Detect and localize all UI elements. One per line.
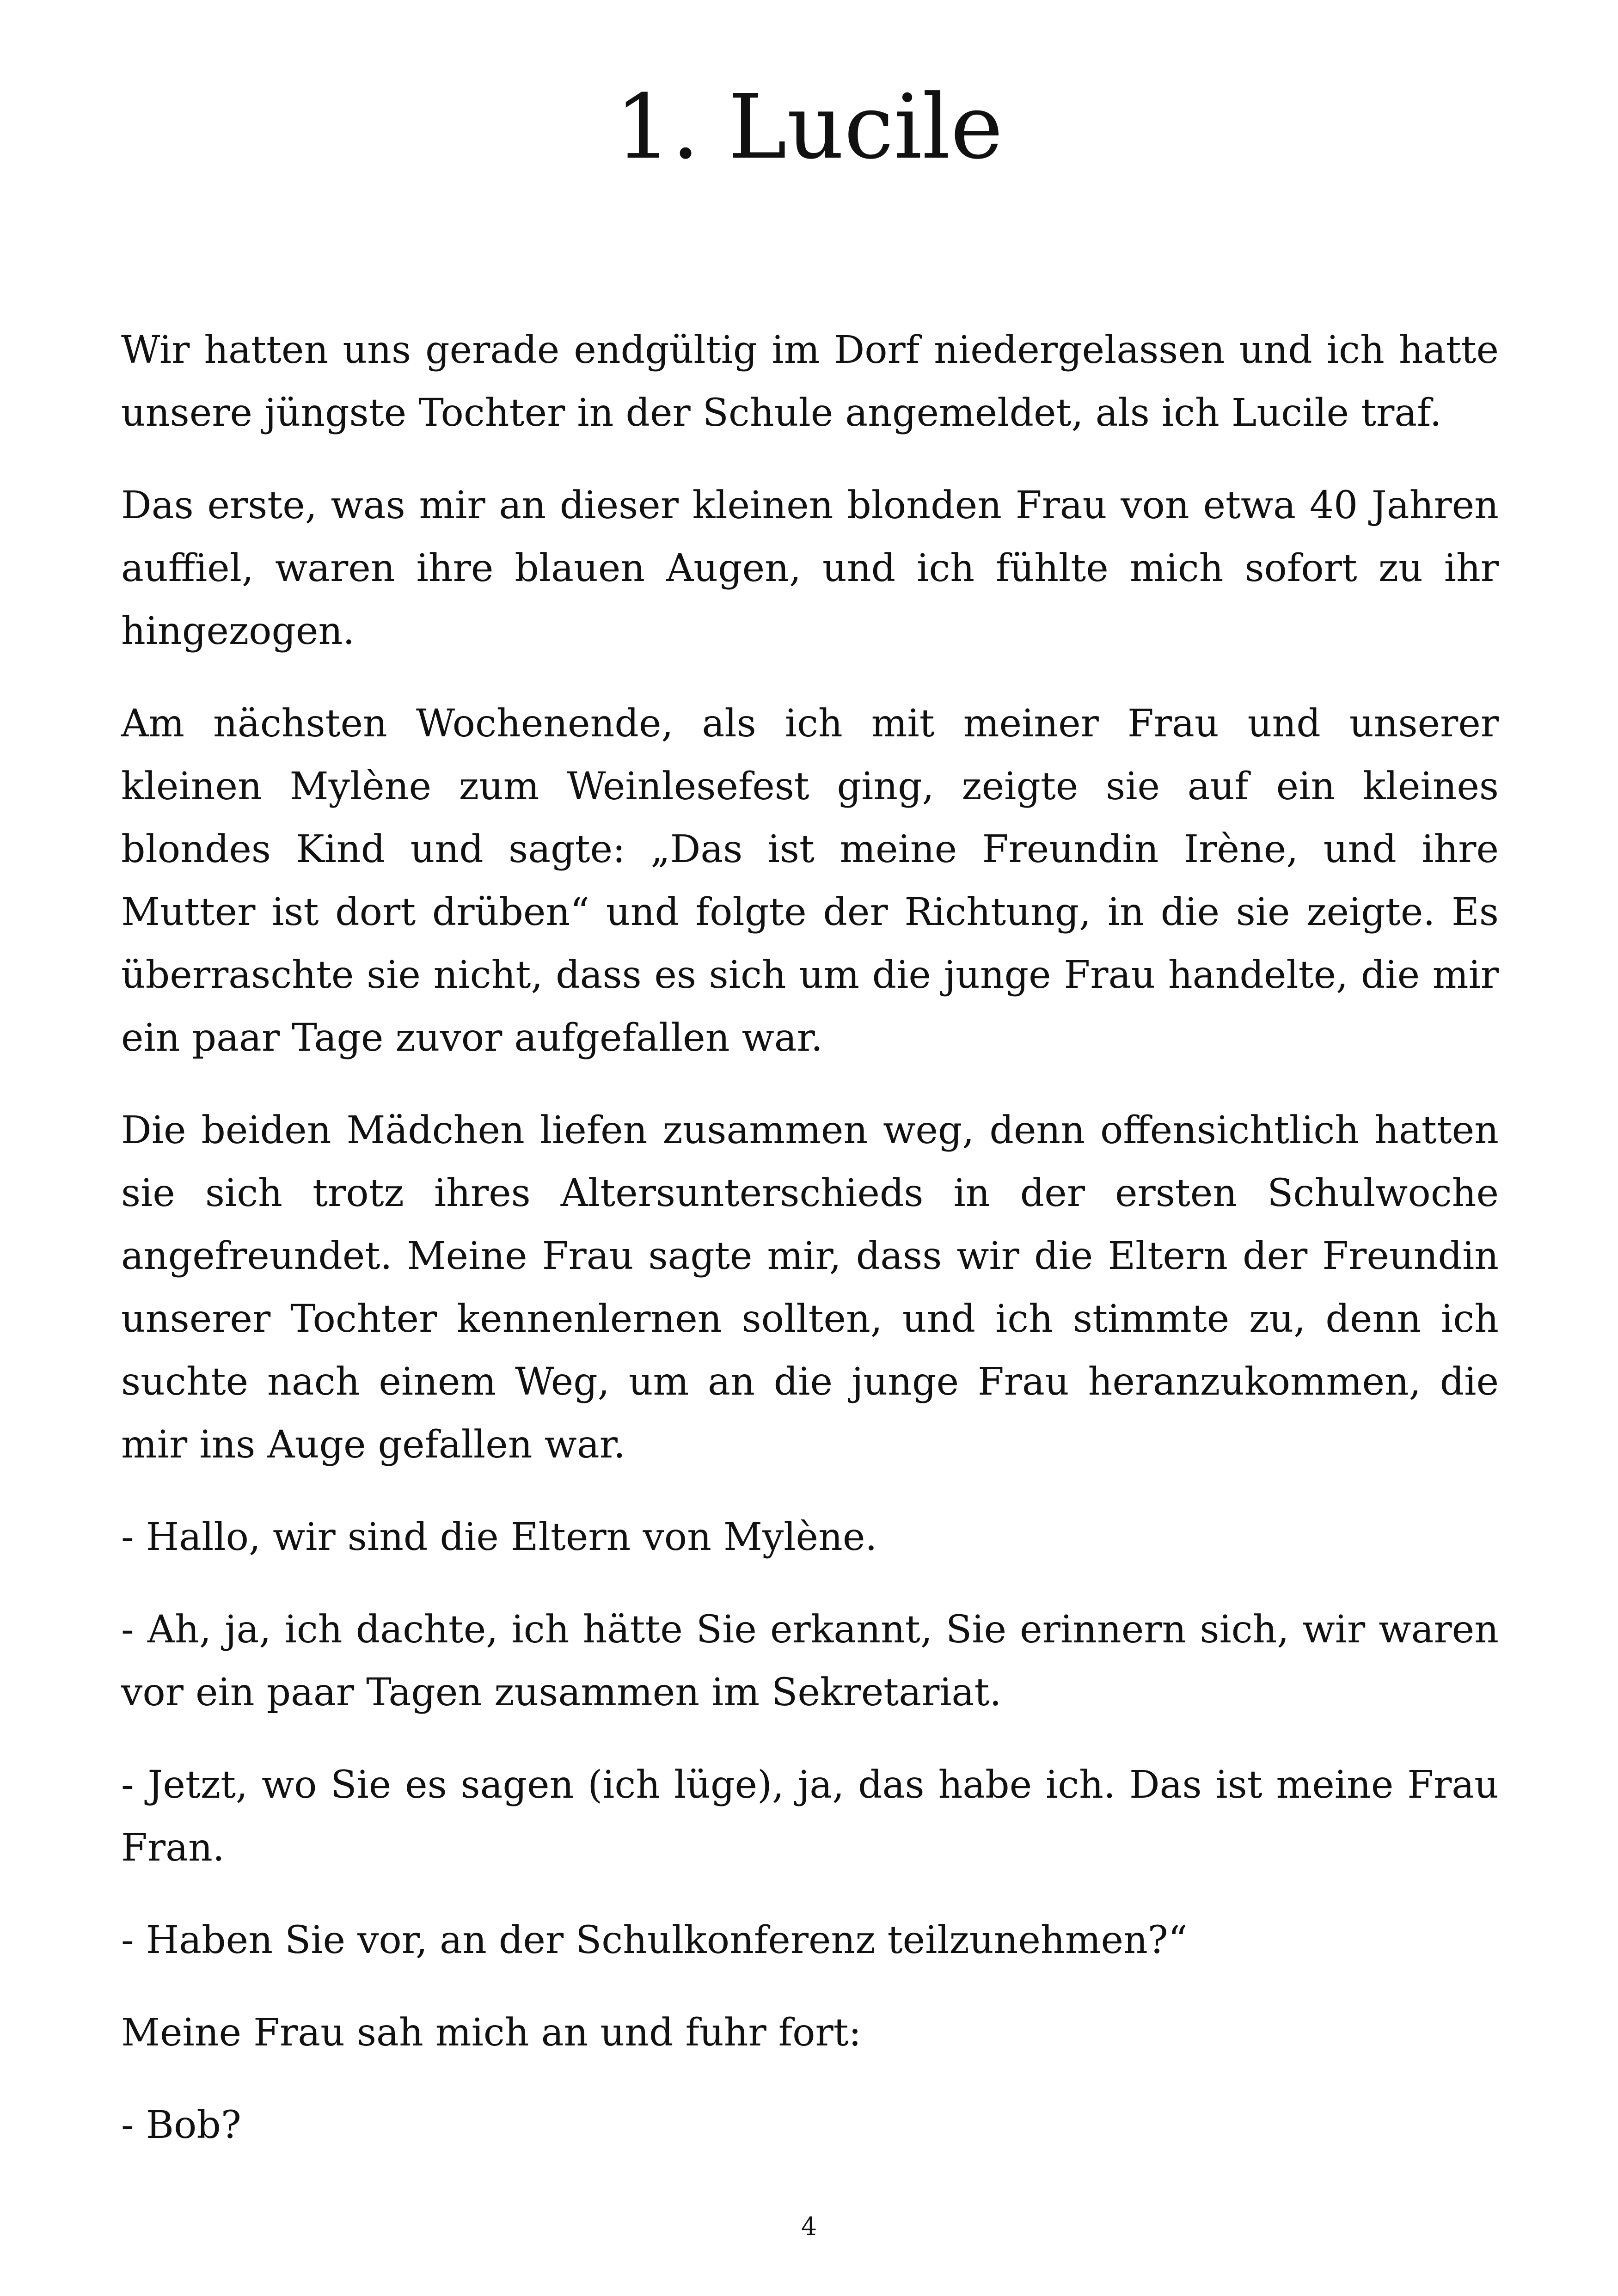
dialogue-line: - Haben Sie vor, an der Schulkonferenz teilzunehmen?“ [121, 1918, 1188, 1962]
paragraph: Meine Frau sah mich an und fuhr fort: [121, 2011, 862, 2055]
paragraph: Die beiden Mädchen liefen zusammen weg, denn offensichtlich hatten sie sich trotz ihres Altersunterschieds in der ersten Schulwoche angefreundet. Meine Frau sagte mir, dass wir die Eltern der Freundin unserer Tochter kennenlernen sollten, und ich stimmte zu, denn ich suchte nach einem Weg, um an die junge Frau heranzukommen, die mir ins Auge gefallen war. [121, 1108, 1499, 1467]
paragraph: Am nächsten Wochenende, als ich mit meiner Frau und unserer kleinen Mylène zum Weinlesefest ging, zeigte sie auf ein kleines blondes Kind und sagte: „Das ist meine Freundin Irène, und ihre Mutter ist dort drüben“ und folgte der Richtung, in die sie zeigte. Es überraschte sie nicht, dass es sich um die junge Frau handelte, die mir ein paar Tage zuvor aufgefallen war. [121, 702, 1499, 1060]
paragraph: Das erste, was mir an dieser kleinen blonden Frau von etwa 40 Jahren auffiel, waren ihre blauen Augen, und ich fühlte mich sofort zu ihr hingezogen. [121, 484, 1499, 653]
chapter-body [121, 319, 1499, 2186]
chapter-title: 1. Lucile [615, 76, 1003, 179]
page-number: 4 [801, 2212, 817, 2241]
dialogue-line: - Ah, ja, ich dachte, ich hätte Sie erkannt, Sie erinnern sich, wir waren vor ein paar Tagen zusammen im Sekretariat. [121, 1608, 1499, 1714]
dialogue-line: - Jetzt, wo Sie es sagen (ich lüge), ja, das habe ich. Das ist meine Frau Fran. [121, 1763, 1499, 1870]
paragraph: Wir hatten uns gerade endgültig im Dorf niedergelassen und ich hatte unsere jüngste Tochter in der Schule angemeldet, als ich Lucile traf. [121, 328, 1499, 435]
dialogue-line: - Bob? [121, 2103, 241, 2147]
dialogue-line: - Hallo, wir sind die Eltern von Mylène. [121, 1515, 877, 1559]
